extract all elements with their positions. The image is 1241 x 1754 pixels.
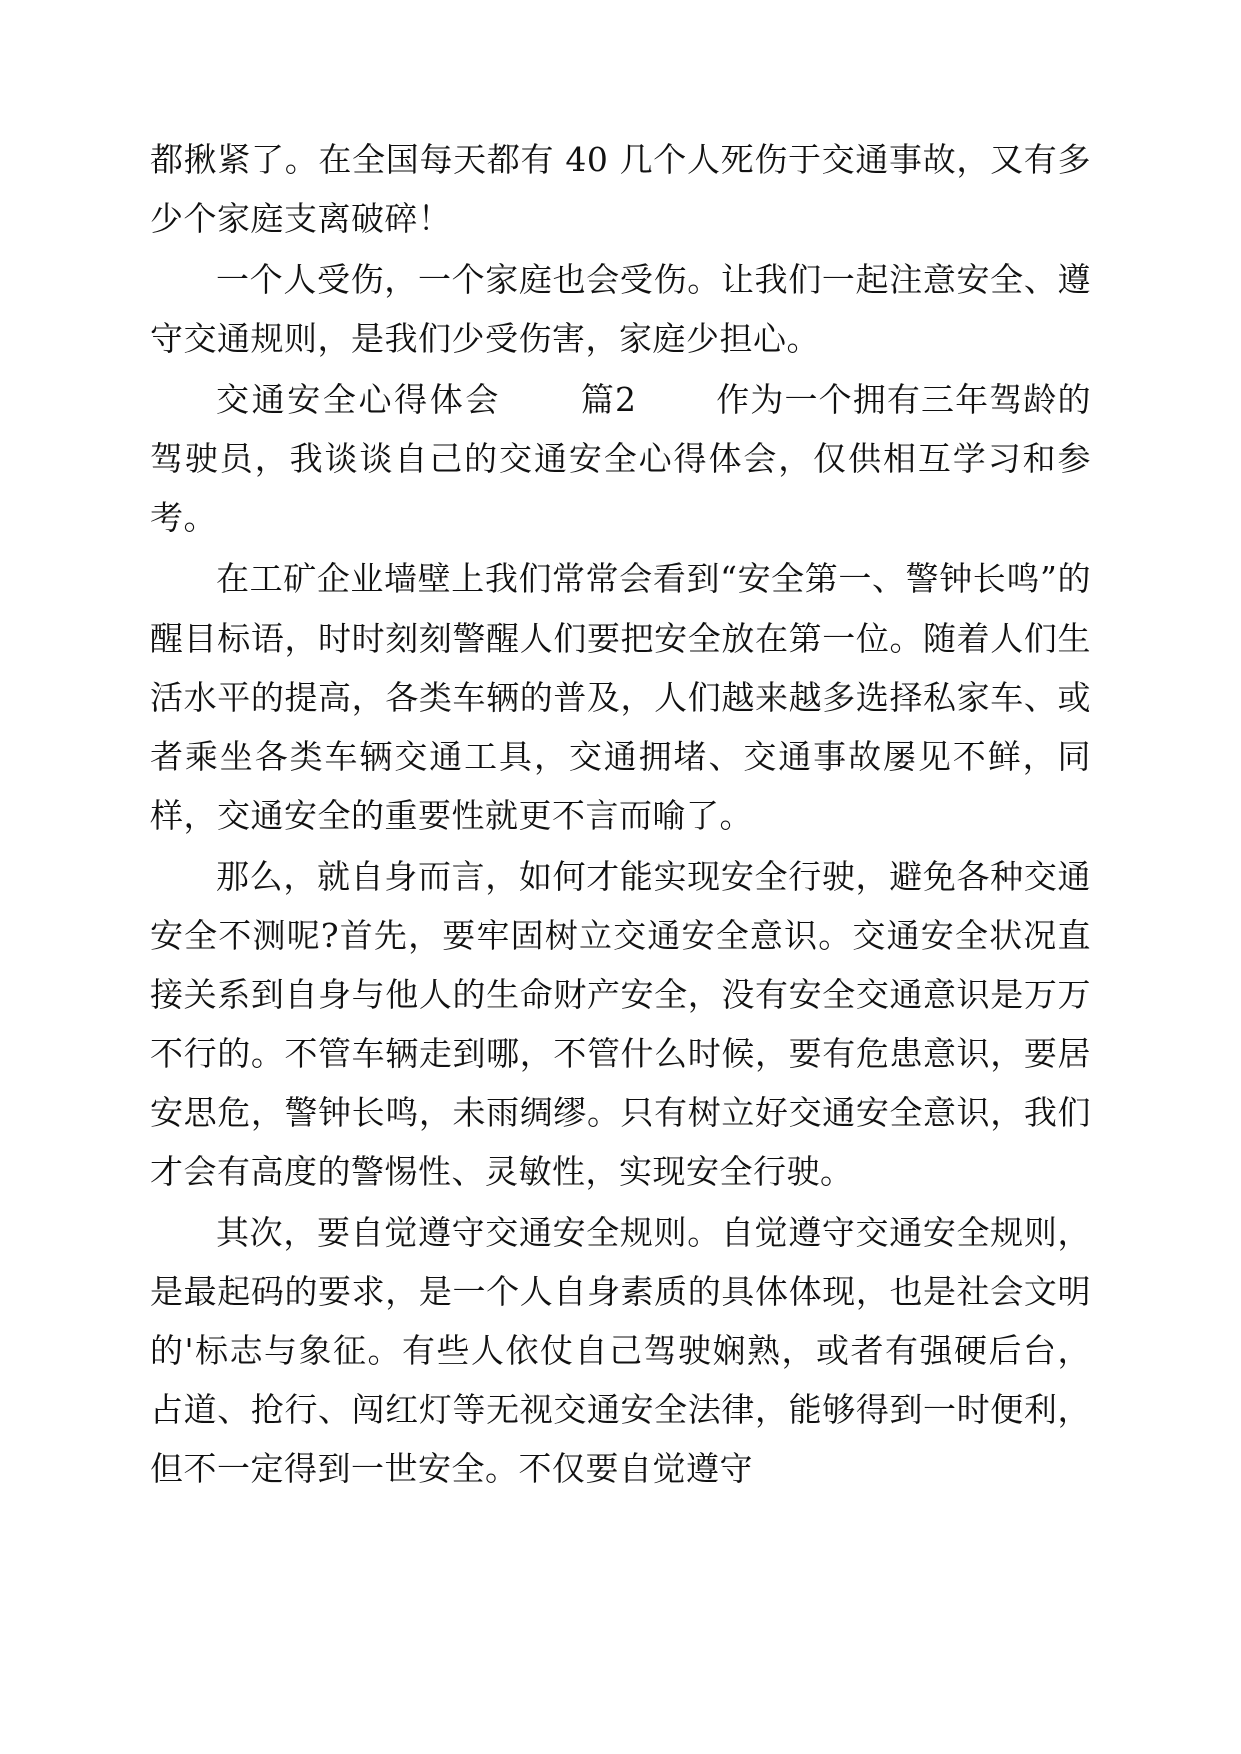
- paragraph: 其次，要自觉遵守交通安全规则。自觉遵守交通安全规则，是最起码的要求，是一个人自身素质的具体体现，也是社会文明的'标志与象征。有些人依仗自己驾驶娴熟，或者有强硬后台，占道、抢行、闯红灯等无视交通安全法律，能够得到一时便利，但不一定得到一世安全。不仅要自觉遵守: [150, 1213, 1091, 1489]
- section-heading-title: 交通安全心得体会: [216, 380, 501, 420]
- paragraph: 都揪紧了。在全国每天都有 40 几个人死伤于交通事故，又有多少个家庭支离破碎！: [150, 140, 1091, 239]
- section-heading-text: 作为一个拥有三年驾龄的驾驶员，我谈谈自己的交通安全心得体会，仅供相互学习和参考。: [150, 380, 1091, 538]
- section-heading-paragraph: [150, 370, 1091, 547]
- section-heading-number: 篇2: [580, 380, 637, 420]
- paragraph: 一个人受伤，一个家庭也会受伤。让我们一起注意安全、遵守交通规则，是我们少受伤害，家庭少担心。: [150, 260, 1091, 359]
- paragraph: 在工矿企业墙壁上我们常常会看到“安全第一、警钟长鸣”的醒目标语，时时刻刻警醒人们要把安全放在第一位。随着人们生活水平的提高，各类车辆的普及，人们越来越多选择私家车、或者乘坐各类车辆交通工具，交通拥堵、交通事故屡见不鲜，同样，交通安全的重要性就更不言而喻了。: [150, 559, 1091, 835]
- document-body: [150, 130, 1091, 1498]
- paragraph: 那么，就自身而言，如何才能实现安全行驶，避免各种交通安全不测呢?首先，要牢固树立交通安全意识。交通安全状况直接关系到自身与他人的生命财产安全，没有安全交通意识是万万不行的。不管车辆走到哪，不管什么时候，要有危患意识，要居安思危，警钟长鸣，未雨绸缪。只有树立好交通安全意识，我们才会有高度的警惕性、灵敏性，实现安全行驶。: [150, 856, 1091, 1192]
